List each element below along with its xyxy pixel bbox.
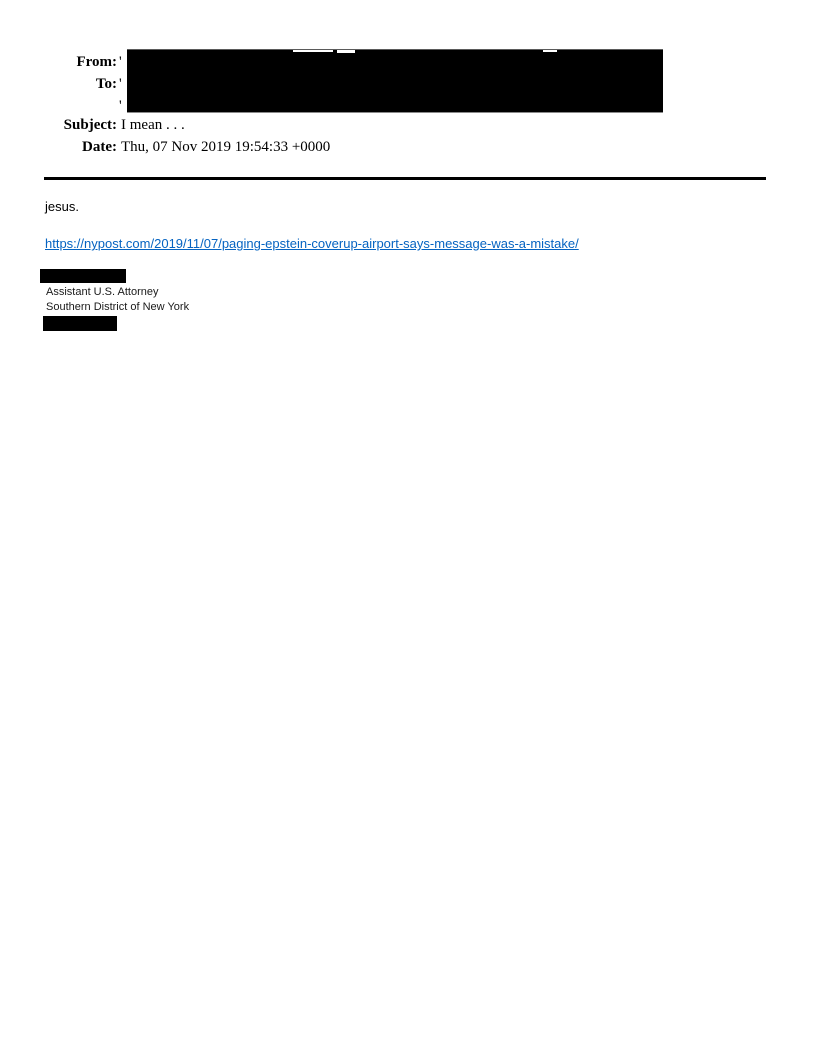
signature-office: Southern District of New York: [46, 301, 190, 313]
redaction-signature-name: [40, 269, 126, 283]
body-remark: jesus.: [45, 199, 79, 214]
redaction-from-to-values: [127, 50, 663, 112]
to-label: To:: [95, 76, 117, 92]
redaction-notch: [293, 50, 333, 52]
header-separator-rule: [44, 177, 766, 180]
quote-artifact: ': [119, 76, 122, 92]
date-label: Date:: [82, 139, 117, 155]
redaction-notch: [543, 50, 557, 52]
date-value: Thu, 07 Nov 2019 19:54:33 +0000: [121, 139, 331, 155]
article-link[interactable]: https://nypost.com/2019/11/07/paging-epstein-coverup-airport-says-message-was-a-mistake/: [45, 236, 579, 251]
quote-artifact: ': [119, 54, 122, 70]
subject-label: Subject:: [63, 117, 117, 133]
quote-artifact: ': [119, 98, 122, 114]
signature-title: Assistant U.S. Attorney: [46, 286, 159, 298]
from-label: From:: [76, 54, 117, 70]
subject-value: I mean . . .: [121, 117, 185, 133]
redaction-notch: [337, 50, 355, 53]
redaction-signature-phone: [43, 316, 117, 331]
